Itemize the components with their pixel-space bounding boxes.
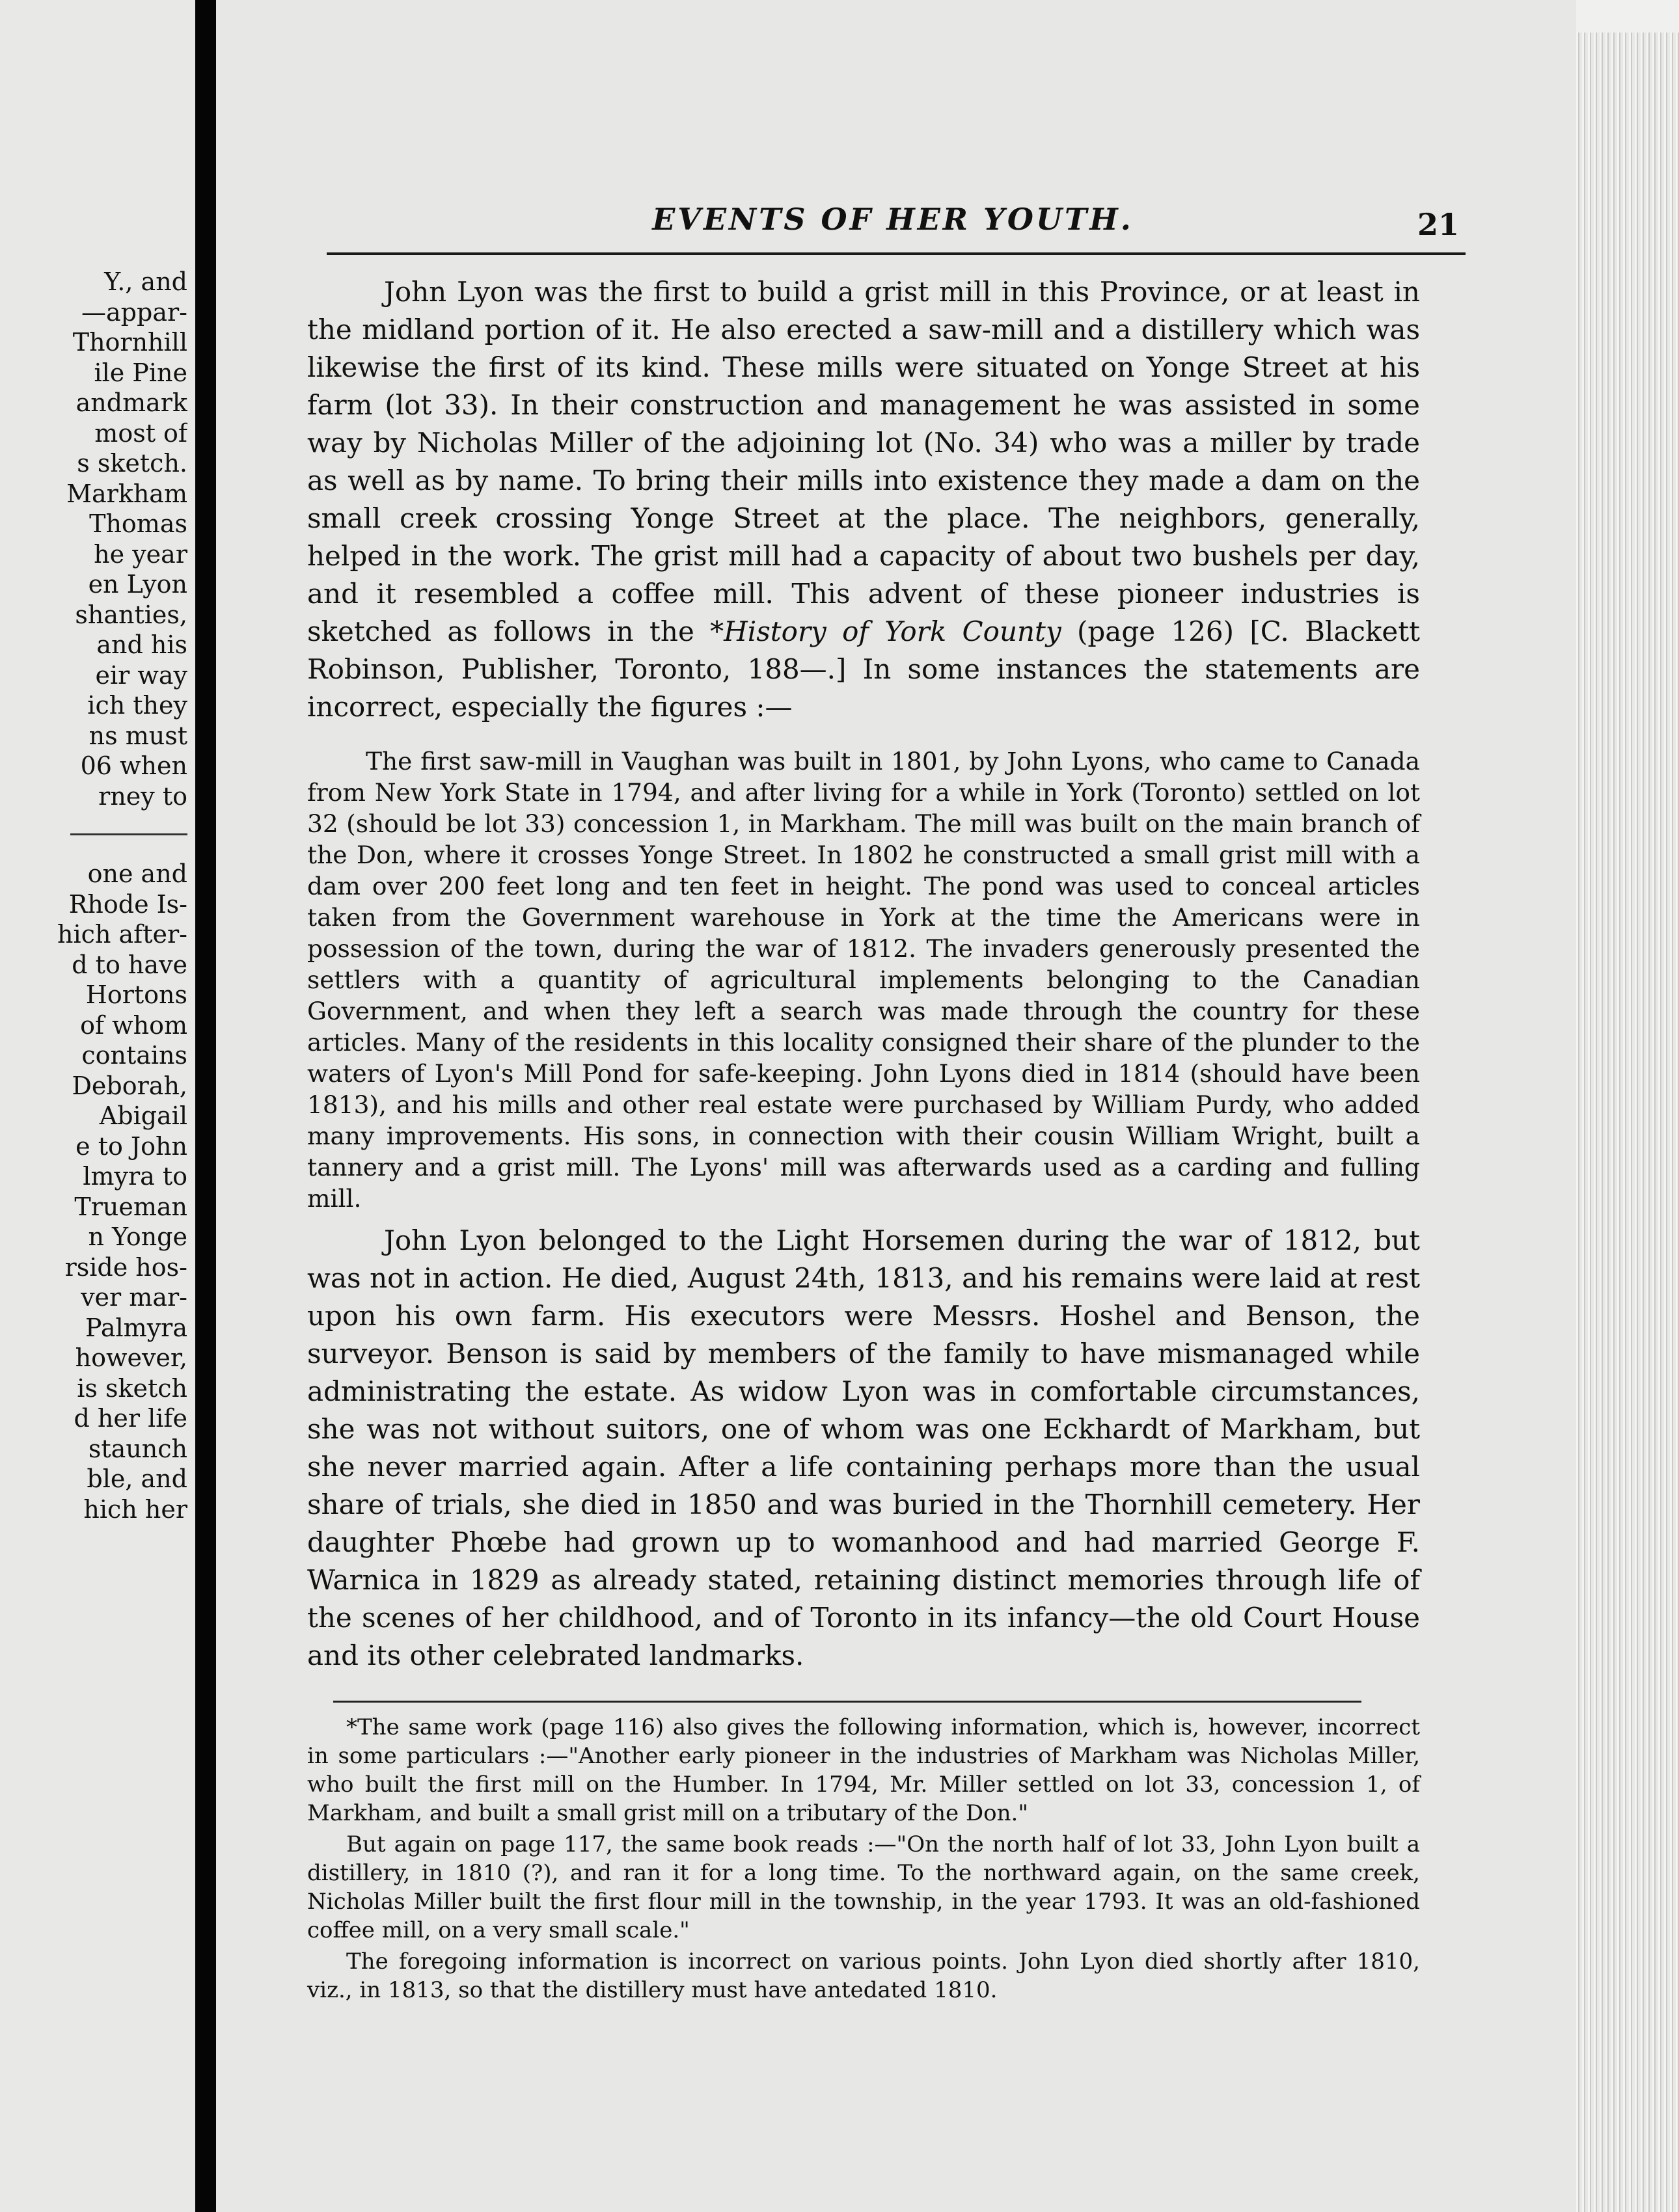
previous-page-line: Trueman bbox=[74, 1192, 187, 1221]
previous-page-line: d to have bbox=[72, 950, 187, 979]
previous-page-line: and his bbox=[96, 630, 187, 659]
previous-page-lines-top bbox=[5, 267, 187, 811]
previous-page-line: rney to bbox=[98, 781, 187, 811]
previous-page-line: is sketch bbox=[77, 1373, 187, 1403]
book-title-citation: *History of York County bbox=[710, 615, 1061, 647]
previous-page-lines-bottom bbox=[5, 859, 187, 1524]
previous-page-line: Rhode Is- bbox=[68, 889, 187, 919]
body-paragraph-1 bbox=[307, 273, 1420, 726]
previous-page-line: Abigail bbox=[99, 1101, 187, 1130]
previous-page-line: n Yonge bbox=[88, 1222, 187, 1251]
previous-page-line: shanties, bbox=[75, 600, 187, 629]
footnote-paragraph-2: But again on page 117, the same book reads :—"On the north half of lot 33, John Lyon built a distillery, in 1810 (?), and ran it for a long time. To the northward again, on the same creek, Nicholas Miller built the first flour mill in the township, in the year 1793. It was an old-fashioned coffee mill, on a very small scale." bbox=[307, 1831, 1420, 1943]
previous-page-line: s sketch. bbox=[77, 449, 187, 478]
previous-page-line: d her life bbox=[74, 1404, 187, 1433]
quoted-extract: The first saw-mill in Vaughan was built in 1801, by John Lyons, who came to Canada from New York State in 1794, and after living for a while in York (Toronto) settled on lot 32 (should be lot 33) concession 1, in Markham. The mill was built on the main branch of the Don, where it crosses Yonge Street. In 1802 he constructed a small grist mill with a dam over 200 feet long and ten feet in height. The pond was used to conceal articles taken from the Government warehouse in York at the time the Americans were in possession of the town, during the war of 1812. The invaders generously presented the settlers with a quantity of agricultural implements belonging to the Canadian Government, and when they left a search was made through the country for these articles. Many of the residents in this locality consigned their share of the plunder to the waters of Lyon's Mill Pond for safe-keeping. John Lyons died in 1814 (should have been 1813), and his mills and other real estate were purchased by William Purdy, who added many improvements. His sons, in connection with their cousin William Wright, built a tannery and a grist mill. The Lyons' mill was afterwards used as a carding and fulling mill. bbox=[307, 747, 1420, 1213]
previous-page-line: ich they bbox=[87, 691, 187, 720]
previous-page-line: ble, and bbox=[87, 1464, 187, 1493]
previous-page-line: contains bbox=[81, 1041, 187, 1070]
para1-text-a: John Lyon was the first to build a grist mill in this Province, or at least in the midland portion of it. He also erected a saw-mill and a distillery which was likewise the first of its kind. These mills were situated on Yonge Street at his farm (lot 33). In their construction and management he was assisted in some way by Nicholas Miller of the adjoining lot (No. 34) who was a miller by trade as well as by name. To bring their mills into existence they made a dam on the small creek crossing Yonge Street at the place. The neighbors, generally, helped in the work. The grist mill had a capacity of about two bushels per day, and it resembled a coffee mill. This advent of these pioneer industries is sketched as follows in the bbox=[307, 276, 1420, 647]
previous-page-line: hich after- bbox=[57, 920, 187, 949]
previous-page-line: most of bbox=[94, 418, 187, 448]
previous-page-line: hich her bbox=[83, 1494, 187, 1524]
book-gutter bbox=[195, 0, 216, 2212]
previous-page-line: 06 when bbox=[80, 751, 187, 780]
footnote-rule bbox=[333, 1701, 1361, 1703]
previous-page-line: rside hos- bbox=[64, 1252, 187, 1282]
previous-page-line: Palmyra bbox=[85, 1313, 187, 1342]
previous-page-text bbox=[5, 267, 187, 1524]
previous-page-line: ns must bbox=[89, 721, 187, 750]
previous-page-line: andmark bbox=[75, 388, 187, 417]
previous-page-line: staunch bbox=[88, 1434, 187, 1463]
previous-page-line: eir way bbox=[95, 660, 187, 690]
footnote-paragraph-1: *The same work (page 116) also gives the following information, which is, however, incorrect in some particulars :—"Another early pioneer in the industries of Markham was Nicholas Miller, who built the first mill on the Humber. In 1794, Mr. Miller settled on lot 33, concession 1, of Markham, and built a small grist mill on a tributary of the Don." bbox=[307, 1714, 1420, 1826]
previous-page-strip bbox=[0, 0, 195, 2212]
previous-page-line: —appar- bbox=[81, 297, 187, 327]
running-header bbox=[327, 195, 1459, 260]
previous-page-line: Thornhill bbox=[72, 328, 187, 357]
previous-page-line: Markham bbox=[66, 479, 187, 508]
book-page bbox=[216, 0, 1576, 2212]
previous-page-line: en Lyon bbox=[88, 570, 187, 599]
running-title: EVENTS OF HER YOUTH. bbox=[652, 202, 1134, 237]
previous-page-line: he year bbox=[94, 539, 187, 569]
previous-page-line: Thomas bbox=[89, 509, 187, 538]
previous-page-line: Hortons bbox=[85, 980, 187, 1009]
previous-page-line: lmyra to bbox=[83, 1162, 187, 1191]
page-number: 21 bbox=[1417, 207, 1459, 242]
previous-page-line: however, bbox=[75, 1343, 187, 1372]
previous-page-line: one and bbox=[87, 859, 187, 888]
previous-page-line: e to John bbox=[75, 1131, 187, 1161]
previous-page-line: ile Pine bbox=[94, 358, 187, 387]
body-paragraph-2: John Lyon belonged to the Light Horsemen during the war of 1812, but was not in action. He died, August 24th, 1813, and his remains were laid at rest upon his own farm. His executors were Messrs. Hoshel and Benson, the surveyor. Benson is said by members of the family to have mismanaged while administrating the estate. As widow Lyon was in comfortable circumstances, she was not without suitors, one of whom was one Eckhardt of Markham, but she never married again. After a life containing perhaps more than the usual share of trials, she died in 1850 and was buried in the Thornhill cemetery. Her daughter Phœbe had grown up to womanhood and had married George F. Warnica in 1829 as already stated, retaining distinct memories through life of the scenes of her childhood, and of Toronto in its infancy—the old Court House and its other celebrated landmarks. bbox=[307, 1224, 1420, 1671]
footnote-paragraph-3: The foregoing information is incorrect on various points. John Lyon died shortly after 1810, viz., in 1813, so that the distillery must have antedated 1810. bbox=[307, 1949, 1420, 2003]
previous-page-rule bbox=[70, 833, 187, 835]
previous-page-line: ver mar- bbox=[81, 1283, 187, 1312]
previous-page-line: of whom bbox=[80, 1010, 187, 1040]
previous-page-line: Deborah, bbox=[72, 1071, 187, 1100]
header-rule bbox=[327, 252, 1466, 255]
para1-text-b: (page 126) [C. Blackett Robinson, Publisher, Toronto, 188—.] In some instances the statements are incorrect, especially the figures :— bbox=[307, 615, 1420, 723]
page-content bbox=[307, 273, 1420, 2004]
previous-page-line: Y., and bbox=[104, 267, 187, 296]
book-page-edges bbox=[1576, 33, 1679, 2212]
